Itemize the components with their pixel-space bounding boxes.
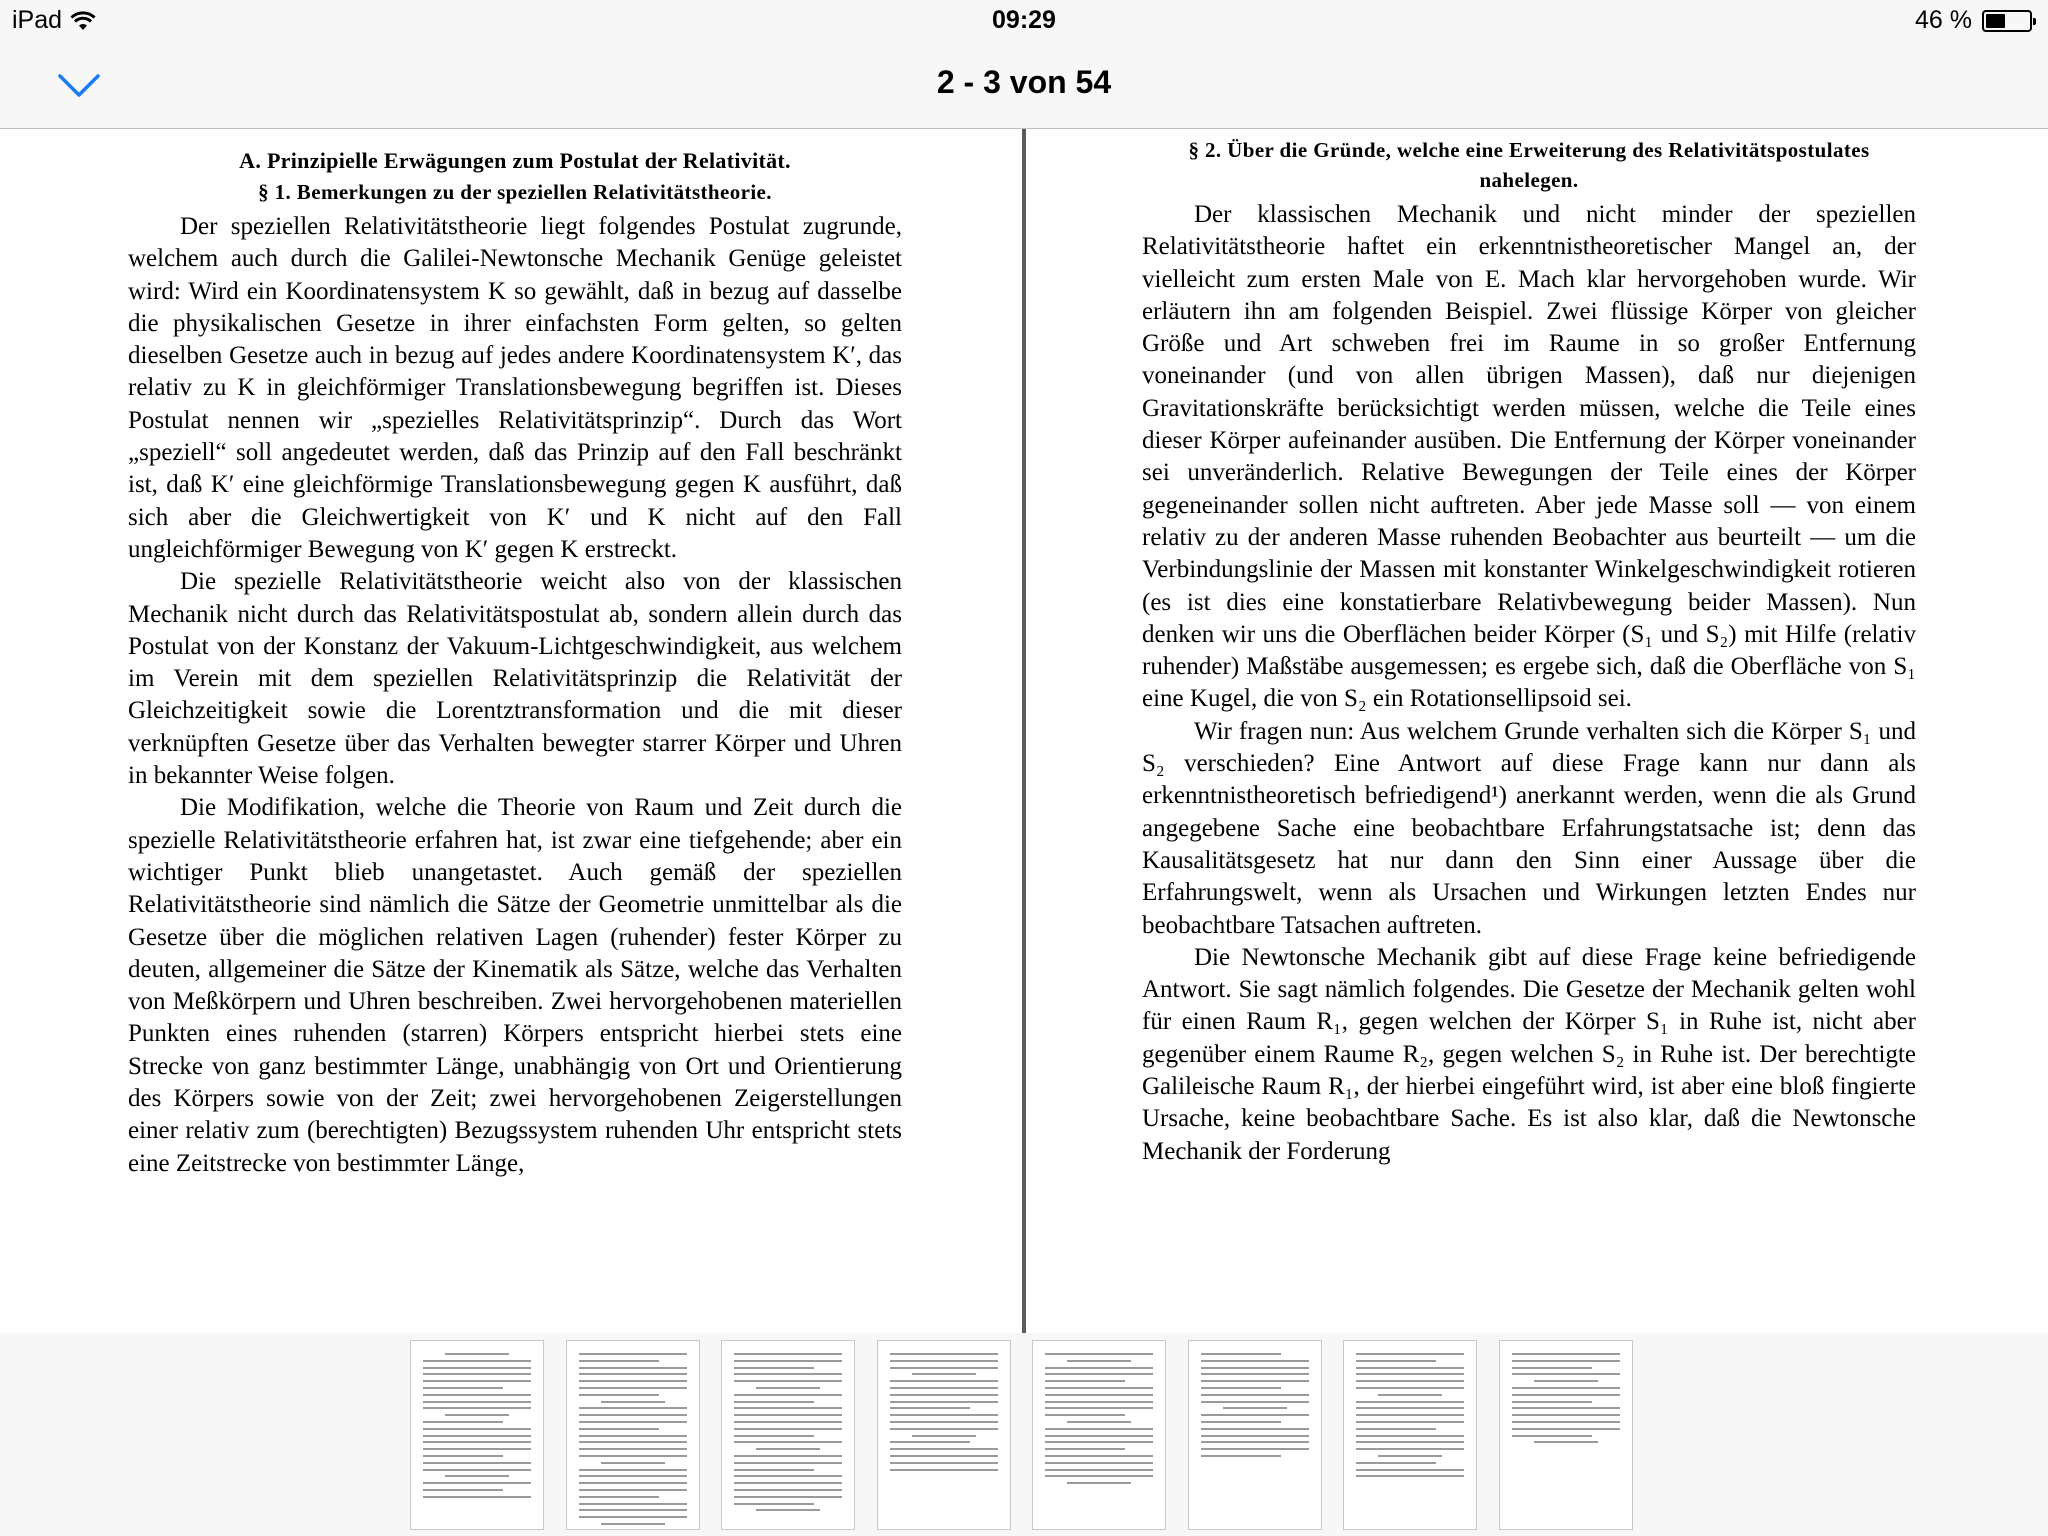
thumbnail-text-line (1356, 1401, 1464, 1403)
thumbnail-text-line (734, 1421, 842, 1423)
thumbnail-text-line (423, 1441, 531, 1443)
thumbnail-text-line (1201, 1387, 1281, 1389)
thumbnail-text-line (579, 1367, 687, 1369)
battery-level (1986, 14, 2005, 28)
thumbnail-text-line (1045, 1448, 1125, 1450)
thumbnail-text-line (1045, 1367, 1153, 1369)
thumbnail-text-line (1045, 1407, 1153, 1409)
thumbnail-text-line (1045, 1428, 1153, 1430)
thumbnail-text-line (734, 1353, 842, 1355)
thumbnail-text-line (579, 1482, 687, 1484)
thumbnail-text-line (423, 1394, 531, 1396)
thumbnail-text-line (1223, 1407, 1287, 1409)
thumbnail-text-line (890, 1387, 998, 1389)
thumbnail-text-line (734, 1482, 842, 1484)
page-thumbnail[interactable] (1343, 1340, 1477, 1530)
thumbnail-text-line (1201, 1394, 1309, 1396)
thumbnail-text-line (1356, 1435, 1464, 1437)
thumbnail-text-line (734, 1455, 842, 1457)
thumbnail-text-line (1045, 1441, 1153, 1443)
thumbnail-text-line (1512, 1435, 1592, 1437)
thumbnail-text-line (579, 1435, 687, 1437)
thumbnail-text-line (890, 1448, 998, 1450)
thumbnail-text-line (579, 1496, 659, 1498)
thumbnail-text-line (1201, 1455, 1281, 1457)
thumbnail-text-line (579, 1360, 659, 1362)
thumbnail-text-line (1512, 1428, 1620, 1430)
thumbnail-text-line (890, 1441, 970, 1443)
thumbnail-text-line (734, 1428, 842, 1430)
thumbnail-text-line (1045, 1353, 1153, 1355)
thumbnail-text-line (1378, 1394, 1442, 1396)
thumbnail-text-line (1356, 1428, 1436, 1430)
thumbnail-text-line (1512, 1394, 1620, 1396)
thumbnail-text-line (579, 1353, 687, 1355)
thumbnail-text-line (1045, 1394, 1153, 1396)
thumbnail-text-line (579, 1414, 687, 1416)
thumbnail-text-line (890, 1353, 998, 1355)
thumbnail-text-line (890, 1360, 998, 1362)
thumbnail-text-line (912, 1435, 976, 1437)
thumbnail-text-line (1045, 1414, 1125, 1416)
right-page-text (1142, 135, 1916, 1168)
thumbnail-text-line (1067, 1360, 1131, 1362)
thumbnail-text-line (579, 1448, 687, 1450)
thumbnail-text-line (734, 1360, 842, 1362)
thumbnail-text-line (1045, 1455, 1153, 1457)
thumbnail-text-line (1356, 1469, 1464, 1471)
thumbnail-text-line (423, 1469, 531, 1471)
thumbnail-text-line (579, 1503, 687, 1505)
thumbnail-text-line (423, 1455, 503, 1457)
thumbnail-strip[interactable] (0, 1333, 2048, 1536)
paragraph: Der klassischen Mechanik und nicht minder der speziellen Relativitätstheorie haftet ein erkenntnistheoretischer Mangel an, der vielleicht zum ersten Male von E. Mach klar hervorgehoben wurde. Wir erläutern ihn am folgenden Beispiel. Zwei flüssige Körper von gleicher Größe und Art schweben frei im Raume in so großer Entfernung voneinander (und von allen übrigen Massen), daß nur diejenigen Gravitationskräfte berücksichtigt werden müssen, welche die Teile eines dieser Körper aufeinander ausüben. Die Entfernung der Körper voneinander sei unveränderlich. Relative Bewegungen der Teile eines der Körper gegeneinander sollen nicht auftreten. Aber jede Masse soll — von einem relativ zu der anderen Masse ruhenden Beobachter aus beurteilt — um die Verbindungslinie der Massen mit konstanter Winkelgeschwindigkeit rotieren (es ist dies eine konstatierbare Relativbewegung beider Massen). Nun denken wir uns die Oberflächen beider Körper (S₁ und S₂) mit Hilfe (relativ ruhender) Maßstäbe ausgemessen; es ergebe sich, daß die Oberfläche von S₁ eine Kugel, die von S₂ ein Rotationsellipsoid sei. (1142, 201, 1916, 713)
thumbnail-text-line (579, 1516, 687, 1518)
thumbnail-text-line (734, 1496, 842, 1498)
thumbnail-text-line (423, 1407, 531, 1409)
thumbnail-text-line (1512, 1387, 1620, 1389)
thumbnail-text-line (890, 1421, 998, 1423)
thumbnail-text-line (1201, 1448, 1309, 1450)
thumbnail-text-line (1201, 1360, 1309, 1362)
page-thumbnail[interactable] (566, 1340, 700, 1530)
thumbnail-text-line (423, 1435, 531, 1437)
thumbnail-text-line (445, 1414, 509, 1416)
page-thumbnail[interactable] (410, 1340, 544, 1530)
thumbnail-text-line (1512, 1353, 1620, 1355)
thumbnail-text-line (890, 1414, 998, 1416)
thumbnail-text-line (423, 1489, 503, 1491)
section-heading: § 1. Bemerkungen zu der speziellen Relativitätstheorie. (258, 180, 772, 204)
thumbnail-text-line (579, 1407, 687, 1409)
thumbnail-text-line (890, 1367, 998, 1369)
thumbnail-text-line (1201, 1435, 1309, 1437)
thumbnail-text-line (579, 1455, 687, 1457)
thumbnail-text-line (579, 1469, 687, 1471)
paragraph: Die Newtonsche Mechanik gibt auf diese Frage keine befriedigende Antwort. Sie sagt nämlich folgendes. Die Gesetze der Mechanik gelten wohl für einen Raum R₁, gegen welchen der Körper S₁ in Ruhe ist, nicht aber gegenüber einem Raume R₂, gegen welchen S₂ in Ruhe ist. Der berechtigte Galileische Raum R₁, der hierbei eingeführt wird, ist aber eine bloß fingierte Ursache, keine beobachtbare Sache. Es ist also klar, daß die Newtonsche Mechanik der Forderung (1142, 943, 1916, 1165)
thumbnail-text-line (1201, 1414, 1309, 1416)
thumbnail-text-line (445, 1475, 509, 1477)
thumbnail-text-line (1356, 1380, 1464, 1382)
status-right (1915, 6, 2032, 35)
clock: 09:29 (992, 6, 1056, 34)
thumbnail-text-line (1356, 1462, 1436, 1464)
paragraph: Die Modifikation, welche die Theorie von Raum und Zeit durch die spezielle Relativitätstheorie erfahren hat, ist zwar eine tiefgehende; aber ein wichtiger Punkt blieb unangetastet. Auch gemäß der speziellen Relativitätstheorie sind nämlich die Sätze der Geometrie unmittelbar als die Gesetze über die möglichen relativen Lagen (ruhender) fester Körper zu deuten, allgemeiner die Sätze der Kinematik als Sätze, welche das Verhalten von Meßkörpern und Uhren beschreiben. Zwei hervorgehobenen materiellen Punkten eines ruhenden (starren) Körpers entspricht hierbei stets eine Strecke von ganz bestimmter Länge, unabhängig von Ort und Orientierung des Körpers sowie von der Zeit; zwei hervorgehobenen Zeigerstellungen einer relativ zum (berechtigten) Bezugssystem ruhenden Uhr entspricht stets eine Zeitstrecke von bestimmter Länge, (128, 794, 902, 1177)
thumbnail-text-line (1201, 1421, 1281, 1423)
thumbnail-text-line (734, 1441, 842, 1443)
thumbnail-text-line (579, 1489, 687, 1491)
thumbnail-text-line (423, 1496, 531, 1498)
thumbnail-text-line (734, 1373, 842, 1375)
paragraph: Die spezielle Relativitätstheorie weicht also von der klassischen Mechanik nicht durch das Relativitätspostulat ab, sondern allein durch das Postulat von der Konstanz der Vakuum-Lichtgeschwindigkeit, aus welchem im Verein mit dem speziellen Relativitätsprinzip die Relativität der Gleichzeitigkeit sowie die Lorentztransformation und die mit dieser verknüpften Gesetze über das Verhalten bewegter starrer Körper und Uhren in bekannter Weise folgen. (128, 568, 902, 790)
thumbnail-text-line (734, 1489, 842, 1491)
part-heading: A. Prinzipielle Erwägungen zum Postulat der Relativität. (239, 148, 791, 173)
thumbnail-text-line (1356, 1421, 1464, 1423)
battery-percent: 46 % (1915, 6, 1972, 34)
thumbnail-text-line (423, 1421, 503, 1423)
thumbnail-text-line (1356, 1414, 1464, 1416)
thumbnail-text-line (734, 1380, 842, 1382)
thumbnail-text-line (423, 1401, 531, 1403)
thumbnail-text-line (890, 1394, 998, 1396)
thumbnail-text-line (1045, 1401, 1153, 1403)
thumbnail-text-line (890, 1455, 998, 1457)
thumbnail-text-line (579, 1394, 659, 1396)
thumbnail-text-line (1512, 1421, 1620, 1423)
thumbnail-text-line (579, 1428, 659, 1430)
thumbnail-text-line (1201, 1441, 1309, 1443)
thumbnail-text-line (1512, 1367, 1592, 1369)
thumbnail-text-line (1201, 1428, 1309, 1430)
paragraph: Wir fragen nun: Aus welchem Grunde verhalten sich die Körper S₁ und S₂ verschieden? Eine Antwort auf diese Frage kann nur dann als erkenntnistheoretisch befriedigend¹) anerkannt werden, wenn die als Grund angegebene Sache eine beobachtbare Erfahrungstatsache ist; denn das Kausalitätsgesetz hat nur dann den Sinn einer Aussage über die Erfahrungswelt, wenn als Ursachen und Wirkungen letzten Endes nur beobachtbare Tatsachen auftreten. (1142, 717, 1916, 939)
thumbnail-text-line (734, 1462, 842, 1464)
thumbnail-text-line (423, 1462, 531, 1464)
thumbnail-text-line (756, 1387, 820, 1389)
thumbnail-text-line (890, 1407, 970, 1409)
thumbnail-text-line (890, 1380, 998, 1382)
thumbnail-text-line (1356, 1360, 1436, 1362)
thumbnail-text-line (1201, 1401, 1309, 1403)
thumbnail-text-line (423, 1360, 531, 1362)
thumbnail-text-line (1045, 1469, 1153, 1471)
thumbnail-text-line (1045, 1435, 1153, 1437)
thumbnail-text-line (1356, 1387, 1464, 1389)
section-heading: § 2. Über die Gründe, welche eine Erweiterung des Relativitätspostulates nahelegen. (1188, 138, 1870, 192)
thumbnail-text-line (890, 1428, 998, 1430)
page-thumbnail[interactable] (877, 1340, 1011, 1530)
thumbnail-text-line (1356, 1367, 1464, 1369)
thumbnail-text-line (579, 1475, 687, 1477)
thumbnail-text-line (579, 1373, 687, 1375)
thumbnail-text-line (1512, 1414, 1620, 1416)
thumbnail-text-line (1356, 1441, 1464, 1443)
page-thumbnail[interactable] (1032, 1340, 1166, 1530)
thumbnail-text-line (423, 1387, 503, 1389)
thumbnail-text-line (579, 1509, 687, 1511)
thumbnail-text-line (1067, 1482, 1131, 1484)
thumbnail-text-line (423, 1380, 531, 1382)
thumbnail-text-line (1534, 1441, 1598, 1443)
thumbnail-text-line (734, 1469, 814, 1471)
thumbnail-text-line (756, 1509, 820, 1511)
thumbnail-text-line (1534, 1380, 1598, 1382)
thumbnail-text-line (734, 1394, 842, 1396)
thumbnail-text-line (1201, 1367, 1309, 1369)
thumbnail-text-line (734, 1414, 842, 1416)
navigation-bar (0, 40, 2048, 129)
page-right[interactable] (1026, 129, 2048, 1333)
thumbnail-text-line (1512, 1407, 1620, 1409)
thumbnail-text-line (579, 1421, 687, 1423)
thumbnail-text-line (1045, 1462, 1153, 1464)
thumbnail-text-line (601, 1462, 665, 1464)
thumbnail-text-line (1512, 1401, 1592, 1403)
paragraph: Der speziellen Relativitätstheorie liegt folgendes Postulat zugrunde, welchem auch durch die Galilei-Newtonsche Mechanik Genüge geleistet wird: Wird ein Koordinatensystem K so gewählt, daß in bezug auf dasselbe die physikalischen Gesetze in ihrer einfachsten Form gelten, so gelten dieselben Gesetze auch in bezug auf jedes andere Koordinatensystem K′, das relativ zu K in gleichförmiger Translationsbewegung begriffen ist. Dieses Postulat nennen wir „spezielles Relativitätsprinzip“. Durch das Wort „speziell“ soll angedeutet werden, daß das Prinzip auf den Fall beschränkt ist, daß K′ eine gleichförmige Translationsbewegung gegen K ausführt, daß sich aber die Gleichwertigkeit von K′ und K nicht auf den Fall ungleichförmiger Bewegung von K′ gegen K erstreckt. (128, 213, 902, 563)
thumbnail-text-line (912, 1373, 976, 1375)
thumbnail-text-line (1201, 1380, 1309, 1382)
battery-icon (1982, 10, 2032, 32)
thumbnail-text-line (1356, 1373, 1464, 1375)
thumbnail-text-line (423, 1482, 531, 1484)
page-thumbnail[interactable] (1188, 1340, 1322, 1530)
thumbnail-text-line (445, 1353, 509, 1355)
thumbnail-text-line (734, 1503, 814, 1505)
thumbnail-text-line (890, 1401, 998, 1403)
thumbnail-text-line (890, 1462, 998, 1464)
thumbnail-text-line (734, 1367, 814, 1369)
thumbnail-text-line (1045, 1475, 1153, 1477)
thumbnail-text-line (734, 1475, 842, 1477)
thumbnail-text-line (423, 1373, 531, 1375)
page-thumbnail[interactable] (721, 1340, 855, 1530)
thumbnail-text-line (1356, 1407, 1464, 1409)
thumbnail-text-line (890, 1469, 998, 1471)
thumbnail-text-line (1512, 1373, 1620, 1375)
thumbnail-text-line (734, 1407, 842, 1409)
thumbnail-text-line (1045, 1380, 1125, 1382)
thumbnail-text-line (1201, 1373, 1309, 1375)
page-indicator: 2 - 3 von 54 (936, 64, 1112, 100)
thumbnail-text-line (423, 1448, 531, 1450)
thumbnail-text-line (1201, 1353, 1281, 1355)
thumbnail-text-line (1512, 1360, 1620, 1362)
thumbnail-text-line (1067, 1421, 1131, 1423)
thumbnail-text-line (579, 1380, 687, 1382)
status-bar (0, 0, 2048, 40)
thumbnail-text-line (734, 1435, 814, 1437)
thumbnail-text-line (1356, 1475, 1464, 1477)
document-viewer[interactable] (0, 129, 2048, 1333)
left-page-text (128, 145, 902, 1180)
thumbnail-text-line (601, 1523, 665, 1525)
thumbnail-text-line (579, 1441, 687, 1443)
thumbnail-text-line (1045, 1373, 1153, 1375)
thumbnail-text-line (601, 1401, 665, 1403)
thumbnail-text-line (1356, 1353, 1464, 1355)
thumbnail-text-line (734, 1401, 814, 1403)
thumbnail-text-line (423, 1367, 531, 1369)
device-name: iPad (12, 6, 63, 34)
thumbnail-text-line (1045, 1387, 1153, 1389)
page-thumbnail[interactable] (1499, 1340, 1633, 1530)
page-left[interactable] (0, 129, 1022, 1333)
thumbnail-text-line (756, 1448, 820, 1450)
thumbnail-text-line (1356, 1448, 1464, 1450)
thumbnail-text-line (423, 1428, 531, 1430)
thumbnail-text-line (579, 1387, 687, 1389)
thumbnail-text-line (1378, 1455, 1442, 1457)
